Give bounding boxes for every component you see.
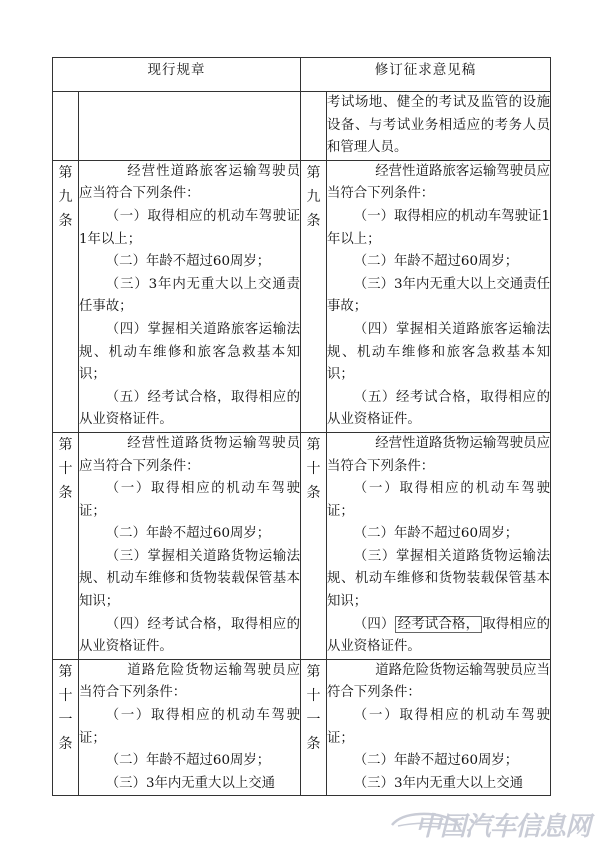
- paragraph-edited: [327, 614, 550, 659]
- paragraph: （三）掌握相关道路货物运输法规、机动车维修和货物装载保管基本知识；: [327, 548, 550, 610]
- current-text-9: [79, 160, 301, 432]
- paragraph: （三）3年内无重大以上交通: [353, 775, 524, 791]
- article-cell-empty-current: [53, 92, 79, 161]
- comparison-table: [52, 57, 551, 796]
- paragraph: 道路危险货物运输驾驶员应当符合下列条件：: [79, 662, 300, 701]
- row-article-9: [53, 160, 551, 432]
- article-char: 第: [306, 436, 321, 453]
- paragraph: （四）经考试合格，取得相应的从业资格证件。: [79, 616, 300, 655]
- paragraph: （一）取得相应的机动车驾驶证；: [79, 481, 300, 519]
- paragraph: （一）取得相应的机动车驾驶证；: [327, 708, 550, 746]
- current-text-empty: [79, 92, 301, 161]
- article-char: 十: [306, 460, 321, 477]
- current-text-10: [79, 432, 301, 659]
- article-char: 第: [58, 164, 73, 181]
- paragraph: （四）掌握相关道路旅客运输法规、机动车维修和旅客急救基本知识；: [327, 321, 550, 383]
- paragraph: （五）经考试合格，取得相应的从业资格证件。: [327, 389, 550, 428]
- article-char: 一: [306, 711, 321, 728]
- article-char: 条: [58, 484, 73, 501]
- paragraph: （二）年龄不超过60周岁；: [353, 753, 519, 769]
- article-char: 条: [306, 735, 321, 752]
- paragraph: （二）年龄不超过60周岁；: [353, 526, 519, 542]
- paragraph: （四）掌握相关道路旅客运输法规、机动车维修和旅客急救基本知识；: [79, 321, 300, 383]
- clause-suffix: 取得相应的从业资格证件。: [327, 616, 551, 655]
- paragraph: （三）3年内无重大以上交通责任事故；: [79, 276, 300, 315]
- revised-text-11: [327, 659, 551, 796]
- article-char: 十: [58, 460, 73, 477]
- article-char: 条: [306, 212, 321, 229]
- article-label-11-current: [53, 659, 79, 796]
- revised-text-9: [327, 160, 551, 432]
- paragraph: 经营性道路旅客运输驾驶员应当符合下列条件：: [327, 163, 550, 202]
- clause-prefix: （四）: [353, 616, 395, 632]
- article-char: 第: [306, 663, 321, 680]
- paragraph: （一）取得相应的机动车驾驶证1年以上；: [79, 208, 300, 247]
- row-article-11: [53, 659, 551, 796]
- article-char: 第: [306, 164, 321, 181]
- paragraph: （一）取得相应的机动车驾驶证1年以上；: [327, 208, 550, 247]
- paragraph: 考试场地、健全的考试及监管的设施设备、与考试业务相适应的考务人员和管理人员。: [327, 95, 550, 156]
- article-char: 第: [58, 663, 73, 680]
- paragraph: （一）取得相应的机动车驾驶证；: [327, 481, 550, 519]
- article-char: 一: [58, 711, 73, 728]
- article-char: 条: [58, 212, 73, 229]
- row-top: [53, 92, 551, 161]
- article-char: 条: [306, 484, 321, 501]
- watermark-logo: 中国汽车信息网: [414, 812, 590, 842]
- header-revised: 修订征求意见稿: [301, 58, 551, 92]
- article-label-9-current: [53, 160, 79, 432]
- paragraph: 经营性道路货物运输驾驶员应当符合下列条件：: [327, 435, 550, 474]
- article-cell-empty-revised: [301, 92, 327, 161]
- header-row: [53, 58, 551, 92]
- article-label-11-revised: [301, 659, 327, 796]
- paragraph: （二）年龄不超过60周岁；: [105, 254, 271, 270]
- paragraph: （三）3年内无重大以上交通: [105, 775, 276, 791]
- current-text-11: [79, 659, 301, 796]
- paragraph: （三）掌握相关道路货物运输法规、机动车维修和货物装载保管基本知识；: [79, 548, 300, 610]
- revised-text-10: [327, 432, 551, 659]
- paragraph: 经营性道路旅客运输驾驶员应当符合下列条件：: [79, 163, 300, 202]
- paragraph: 经营性道路货物运输驾驶员应当符合下列条件：: [79, 435, 300, 474]
- paragraph: （一）取得相应的机动车驾驶证；: [79, 708, 300, 746]
- paragraph: （二）年龄不超过60周岁；: [353, 254, 519, 270]
- paragraph: 道路危险货物运输驾驶员应当符合下列条件：: [327, 662, 550, 701]
- article-char: 条: [58, 735, 73, 752]
- article-char: 十: [58, 687, 73, 704]
- header-current: 现行规章: [53, 58, 301, 92]
- row-article-10: [53, 432, 551, 659]
- article-label-10-revised: [301, 432, 327, 659]
- article-label-10-current: [53, 432, 79, 659]
- paragraph: （二）年龄不超过60周岁；: [105, 526, 271, 542]
- article-char: 九: [58, 188, 73, 205]
- edit-highlight-box: 经考试合格，: [395, 616, 483, 633]
- paragraph: （五）经考试合格，取得相应的从业资格证件。: [79, 389, 300, 428]
- article-char: 第: [58, 436, 73, 453]
- article-char: 九: [306, 188, 321, 205]
- article-label-9-revised: [301, 160, 327, 432]
- revised-text-top: [327, 92, 551, 161]
- article-char: 十: [306, 687, 321, 704]
- paragraph: （三）3年内无重大以上交通责任事故；: [327, 276, 550, 315]
- paragraph: （二）年龄不超过60周岁；: [105, 753, 271, 769]
